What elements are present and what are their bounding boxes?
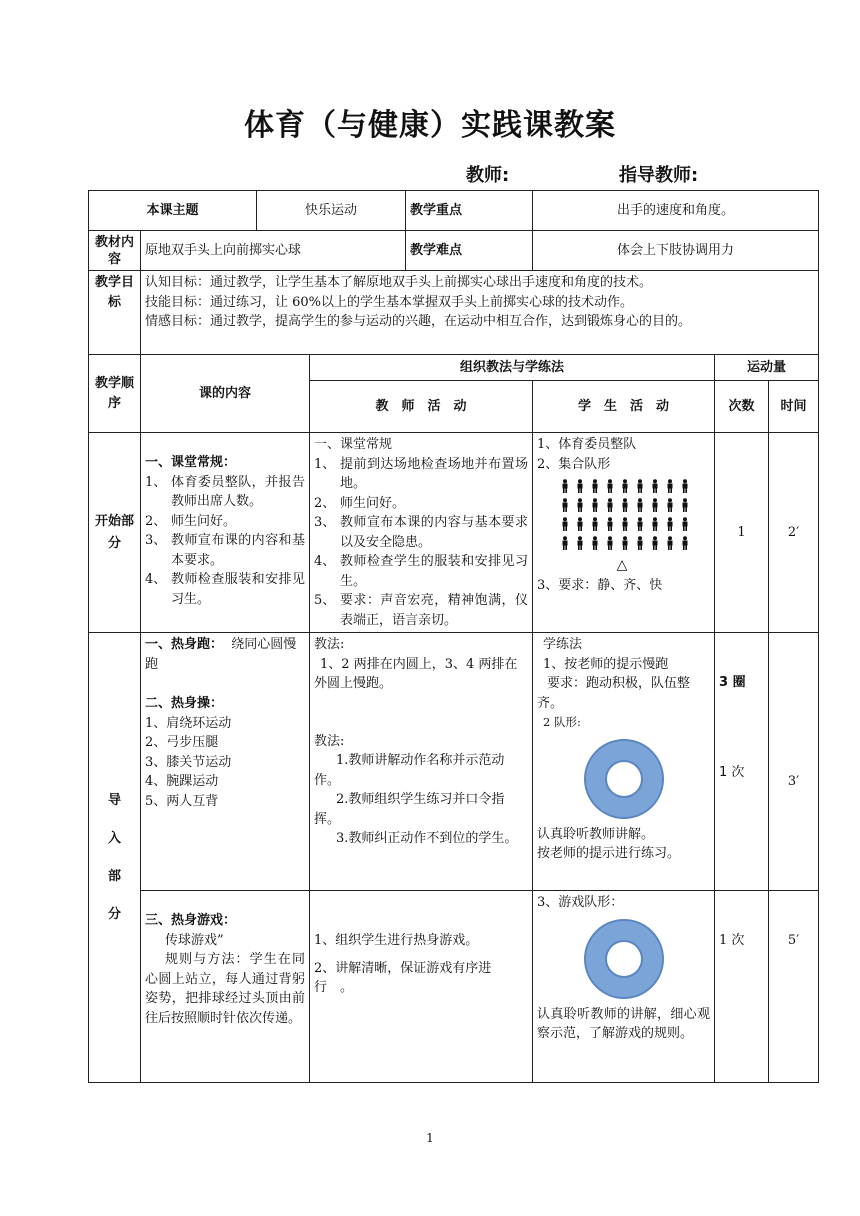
teacher-routine-item-text: 教师宣布本课的内容与基本要求以及安全隐患。 [340,515,529,550]
student-item-1: 1、体育委员整队 [537,437,637,452]
formation-row [557,497,710,516]
student-person-icon [617,498,632,515]
part-start-teacher [310,433,533,633]
part-intro-char: 分 [107,906,121,922]
student-person-icon [572,536,587,553]
formation-row [557,535,710,554]
student-person-icon [677,536,692,553]
goal-emotion: 情感目标：通过教学，提高学生的参与运动的兴趣，在运动中相互合作，达到锻炼身心的目的。 [145,314,692,329]
game-teacher-1: 1、组织学生进行热身游戏。 [314,933,479,948]
teacher-routine-item-number: 5、 [314,593,336,608]
part-start-student [533,433,715,633]
student-person-icon [587,498,602,515]
student-person-icon [632,479,647,496]
page-number: 1 [426,1131,434,1145]
routine-item [145,512,305,532]
student-person-icon [647,536,662,553]
part-start-duration: 2′ [769,433,819,633]
part-intro-row-2 [89,891,819,1083]
teacher-routine-item-number: 4、 [314,554,336,569]
goal-cognitive: 认知目标：通过教学，让学生基本了解原地双手头上前掷实心球出手速度和角度的技术。 [145,275,653,290]
student-person-icon [587,536,602,553]
student-requirement: 3、要求：静、齐、快 [537,577,663,593]
teacher-routine-item-number: 3、 [314,515,336,530]
part-start-times: 1 [715,433,769,633]
teacher-routine-title: 一、课堂常规 [314,437,393,452]
header-row-1 [89,355,819,381]
concentric-circle-icon [537,739,710,819]
content-label: 课的内容 [141,355,310,433]
ex-times: 1 次 [719,764,745,780]
page-title: 体育（与健康）实践课教案 [244,108,616,143]
part-intro-char: 部 [107,868,121,884]
student-method-req: 要求：跑动积极，队伍整齐。 [537,676,691,711]
student-after-1: 认真聆听教师讲解。 [537,826,655,842]
routine-list [145,473,305,610]
student-activity-label: 学 生 活 动 [533,381,715,433]
game-student-text: 认真聆听教师的讲解，细心观察示范，了解游戏的规则。 [537,1006,711,1041]
teacher-routine-item [314,494,528,514]
warm-run-text: 绕同心圆慢跑 [145,637,297,672]
student-person-icon [617,536,632,553]
difficulty-label: 教学难点 [406,231,533,271]
duration-label: 时间 [769,381,819,433]
warm-ex-5: 5、两人互背 [145,793,219,809]
times-label: 次数 [715,381,769,433]
topic-value: 快乐运动 [257,191,406,231]
routine-item-text: 体育委员整队，并报告教师出席人数。 [171,474,306,509]
student-person-icon [572,479,587,496]
lesson-plan-table [88,190,819,1083]
teacher-method-2-1: 1.教师讲解动作名称并示范动作。 [314,753,505,788]
game-title: 三、热身游戏： [145,913,237,928]
routine-item-number: 4、 [145,572,167,587]
student-person-icon [572,498,587,515]
game-student [533,891,715,1083]
game-circle-icon [537,919,710,999]
student-person-icon [557,536,572,553]
goals-label: 教学目标 [89,271,141,355]
student-person-icon [587,479,602,496]
formation-row [557,478,710,497]
teacher-method-1-label: 教法: [314,637,345,652]
teacher-routine-item [314,455,528,494]
material-value: 原地双手头上向前掷实心球 [141,231,406,271]
student-person-icon [617,479,632,496]
student-person-icon [677,517,692,534]
routine-title: 一、课堂常规： [145,455,237,470]
student-formation-grid [557,478,710,554]
game-teacher-2: 2、讲解清晰，保证游戏有序进行 。 [314,960,492,995]
student-method-1: 1、按老师的提示慢跑 [543,656,669,672]
routine-item [145,473,305,512]
student-person-icon [602,498,617,515]
teacher-method-2-3: 3.教师纠正动作不到位的学生。 [336,831,518,846]
order-label: 教学顺序 [89,355,141,433]
warm-ex-3: 3、膝关节运动 [145,754,232,770]
teacher-routine-item-number: 1、 [314,456,336,472]
part-start-content [141,433,310,633]
student-person-icon [602,517,617,534]
teacher-method-2-label: 教法: [314,733,345,749]
student-person-icon [632,536,647,553]
student-person-icon [557,479,572,496]
teacher-routine-item-text: 师生问好。 [340,495,406,511]
student-formation-label: 2 队形: [543,715,581,729]
student-person-icon [662,517,677,534]
warm-ex-4: 4、腕踝运动 [145,774,219,789]
teacher-routine-item [314,513,528,552]
part-intro-char: 入 [107,830,121,846]
focus-label: 教学重点 [406,191,533,231]
student-person-icon [677,498,692,515]
routine-item-text: 教师宣布课的内容和基本要求。 [171,533,306,568]
advisor-label: 指导教师: [619,165,699,186]
part-intro-row-1 [89,633,819,891]
game-name: 传球游戏” [165,932,224,948]
game-teacher [310,891,533,1083]
material-label: 教材内容 [89,231,141,271]
student-person-icon [647,498,662,515]
game-rules: 规则与方法：学生在同心圆上站立，每人通过背躬姿势，把排球经过头顶由前往后按照顺时针依次传递。 [145,952,306,1026]
teacher-activity-label: 教 师 活 动 [310,381,533,433]
goals-row [89,271,819,355]
student-person-icon [602,479,617,496]
teacher-routine-list [314,455,528,631]
run-times: 3 圈 [719,675,746,690]
teacher-routine-item-text: 教师检查学生的服装和安排见习生。 [340,554,529,589]
warmup-content [141,633,310,891]
goals-cell [141,271,819,355]
student-person-icon [602,536,617,553]
teacher-routine-item-number: 2、 [314,495,336,511]
student-person-icon [572,517,587,534]
game-student-formation: 3、游戏队形： [537,895,624,910]
warm-ex-2: 2、弓步压腿 [145,735,219,750]
load-label: 运动量 [715,355,819,381]
warmup-teacher [310,633,533,891]
part-start-row [89,433,819,633]
routine-item [145,570,305,609]
teacher-routine-item-text: 要求：声音宏亮，精神饱满，仪表端正，语言亲切。 [340,593,529,628]
part-start-name: 开始部分 [89,433,141,633]
teacher-routine-item [314,552,528,591]
student-person-icon [632,498,647,515]
routine-item-number: 2、 [145,513,167,529]
student-person-icon [647,517,662,534]
routine-item-number: 1、 [145,474,167,490]
student-person-icon [647,479,662,496]
info-row-1 [89,191,819,231]
warmup-duration: 3′ [769,633,819,891]
info-row-2 [89,231,819,271]
teacher-position-icon: △ [616,557,628,573]
topic-label: 本课主题 [89,191,257,231]
student-person-icon [632,517,647,534]
student-person-icon [557,498,572,515]
warm-ex-1: 1、肩绕环运动 [145,715,232,731]
student-after-2: 按老师的提示进行练习。 [537,846,681,861]
teacher-method-1-text: 1、2 两排在内圆上，3、4 两排在外圆上慢跑。 [314,656,518,691]
method-label: 组织教法与学练法 [310,355,715,381]
student-item-2: 2、集合队形 [537,456,611,472]
game-content [141,891,310,1083]
student-person-icon [587,517,602,534]
warmup-times [715,633,769,891]
focus-value: 出手的速度和角度。 [533,191,819,231]
student-person-icon [677,479,692,496]
student-person-icon [662,498,677,515]
part-intro-name-text [93,782,136,934]
routine-item [145,531,305,570]
teacher-method-2-2: 2.教师组织学生练习并口令指挥。 [314,792,505,827]
formation-row [557,516,710,535]
warmup-student [533,633,715,891]
student-method-label: 学练法 [543,637,583,652]
student-person-icon [617,517,632,534]
warm-run-title: 一、热身跑： [145,637,224,652]
routine-item-number: 3、 [145,533,167,548]
student-person-icon [662,536,677,553]
teacher-label: 教师: [466,165,510,186]
teacher-routine-item-text: 提前到达场地检查场地并布置场地。 [340,456,529,491]
part-intro-char: 导 [107,792,121,808]
difficulty-value: 体会上下肢协调用力 [533,231,819,271]
warm-ex-title: 二、热身操： [145,696,224,711]
student-person-icon [662,479,677,496]
game-duration: 5′ [769,891,819,1083]
teacher-routine-item [314,591,528,630]
game-times: 1 次 [715,891,769,1083]
goal-skill: 技能目标：通过练习，让 60%以上的学生基本掌握双手头上前掷实心球的技术动作。 [145,294,634,310]
routine-item-text: 师生问好。 [171,513,237,529]
routine-item-text: 教师检查服装和安排见习生。 [171,572,306,607]
part-intro-name [89,633,141,1083]
student-person-icon [557,517,572,534]
